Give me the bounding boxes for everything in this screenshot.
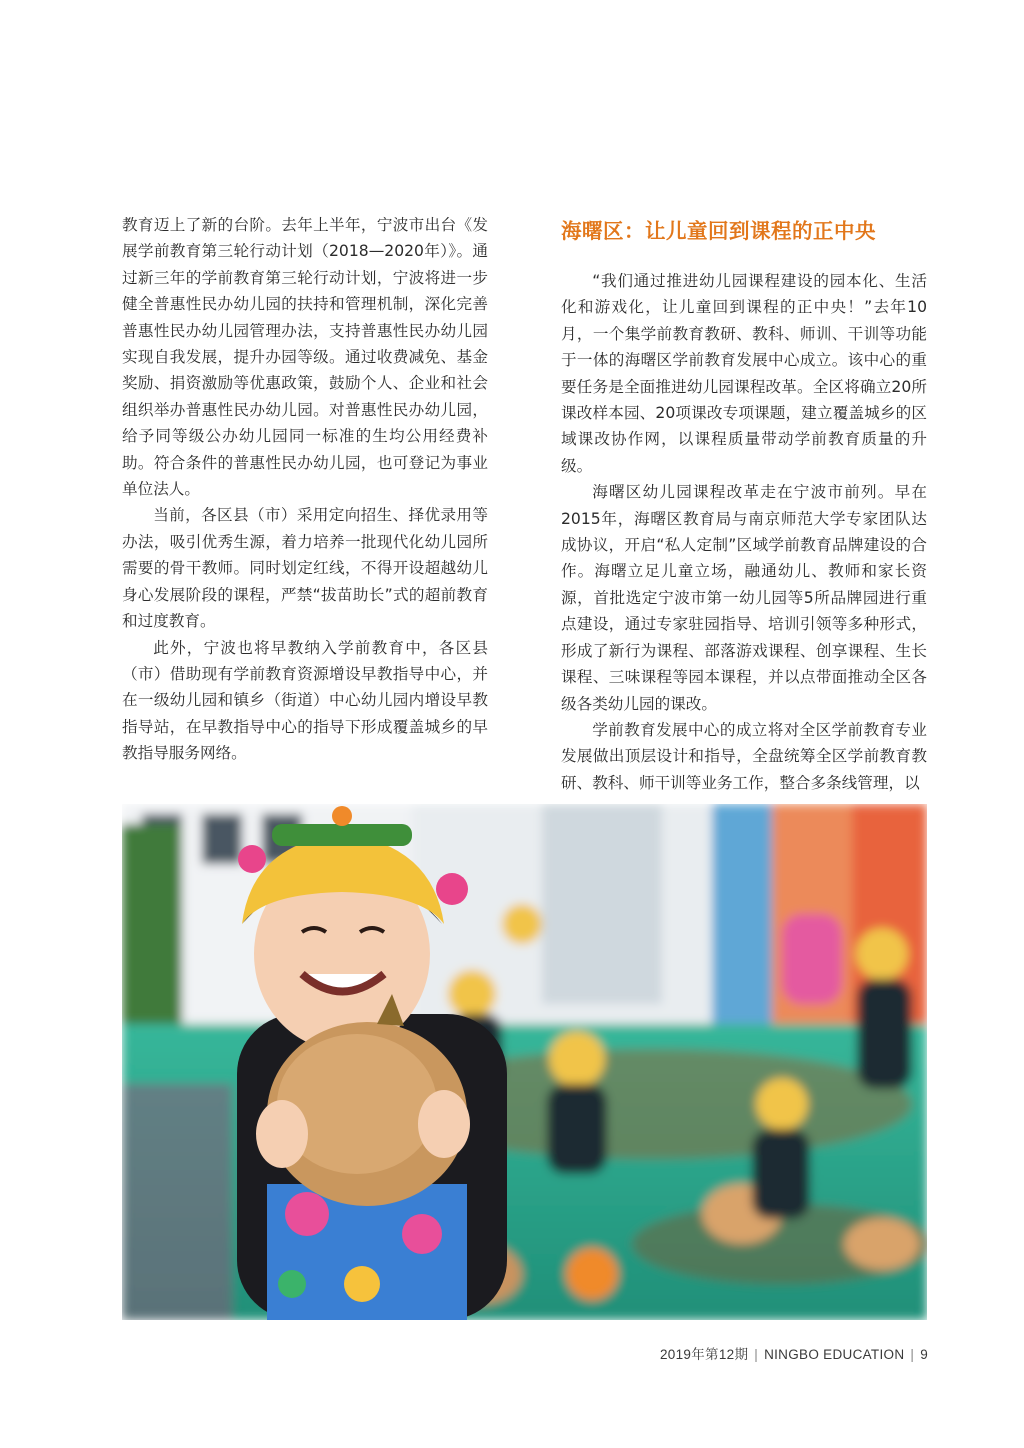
issue-label: 2019年第12期 [660,1347,749,1362]
paragraph: 海曙区幼儿园课程改革走在宁波市前列。早在2015年，海曙区教育局与南京师范大学专家团队达成协议，开启“私人定制”区域学前教育品牌建设的合作。海曙立足儿童立场，融通幼儿、教师和家长资源，首批选定宁波市第一幼儿园等5所品牌园进行重点建设，通过专家驻园指导、培训引领等多种形式，形成了新行为课程、部落游戏课程、创享课程、生长课程、三味课程等园本课程，并以点带面推动全区各级各类幼儿园的课改。 [561,483,927,713]
child-figure [237,806,507,1320]
left-text-column [122,212,488,767]
paragraph: 教育迈上了新的台阶。去年上半年，宁波市出台《发展学前教育第三轮行动计划（2018—2020年）》。通过新三年的学前教育第三轮行动计划，宁波将进一步健全普惠性民办幼儿园的扶持和管理机制，深化完善普惠性民办幼儿园管理办法，支持普惠性民办幼儿园实现自我发展，提升办园等级。通过收费减免、基金奖励、捐资激励等优惠政策，鼓励个人、企业和社会组织举办普惠性民办幼儿园。对普惠性民办幼儿园，给予同等级公办幼儿园同一标准的生均公用经费补助。符合条件的普惠性民办幼儿园，也可登记为事业单位法人。 [122,216,488,499]
paragraph: 学前教育发展中心的成立将对全区学前教育专业发展做出顶层设计和指导，全盘统筹全区学前教育教研、教科、师干训等业务工作，整合多条线管理，以 [561,720,927,792]
section-title: 海曙区：让儿童回到课程的正中央 [561,219,876,243]
footer-divider: | [910,1347,915,1362]
page-footer [660,1343,928,1363]
paragraph: “我们通过推进幼儿园课程建设的园本化、生活化和游戏化，让儿童回到课程的正中央！”去年10月，一个集学前教育教研、教科、师训、干训等功能于一体的海曙区学前教育发展中心成立。该中心的重要任务是全面推进幼儿园课程改革。全区将确立20所课改样本园、20项课改专项课题，建立覆盖城乡的区域课改协作网，以课程质量带动学前教育质量的升级。 [561,272,927,475]
right-text-column [561,212,927,796]
footer-divider: | [754,1347,759,1362]
paragraph: 此外，宁波也将早教纳入学前教育中，各区县（市）借助现有学前教育资源增设早教指导中心，并在一级幼儿园和镇乡（街道）中心幼儿园内增设早教指导站，在早教指导中心的指导下形成覆盖城乡的早教指导服务网络。 [122,638,488,763]
magazine-name: NINGBO EDUCATION [764,1347,905,1362]
page-number: 9 [920,1347,928,1362]
kindergarten-photo [122,804,927,1320]
paragraph: 当前，各区县（市）采用定向招生、择优录用等办法，吸引优秀生源，着力培养一批现代化幼儿园所需要的骨干教师。同时划定红线，不得开设超越幼儿身心发展阶段的课程，严禁“拔苗助长”式的超前教育和过度教育。 [122,506,488,631]
